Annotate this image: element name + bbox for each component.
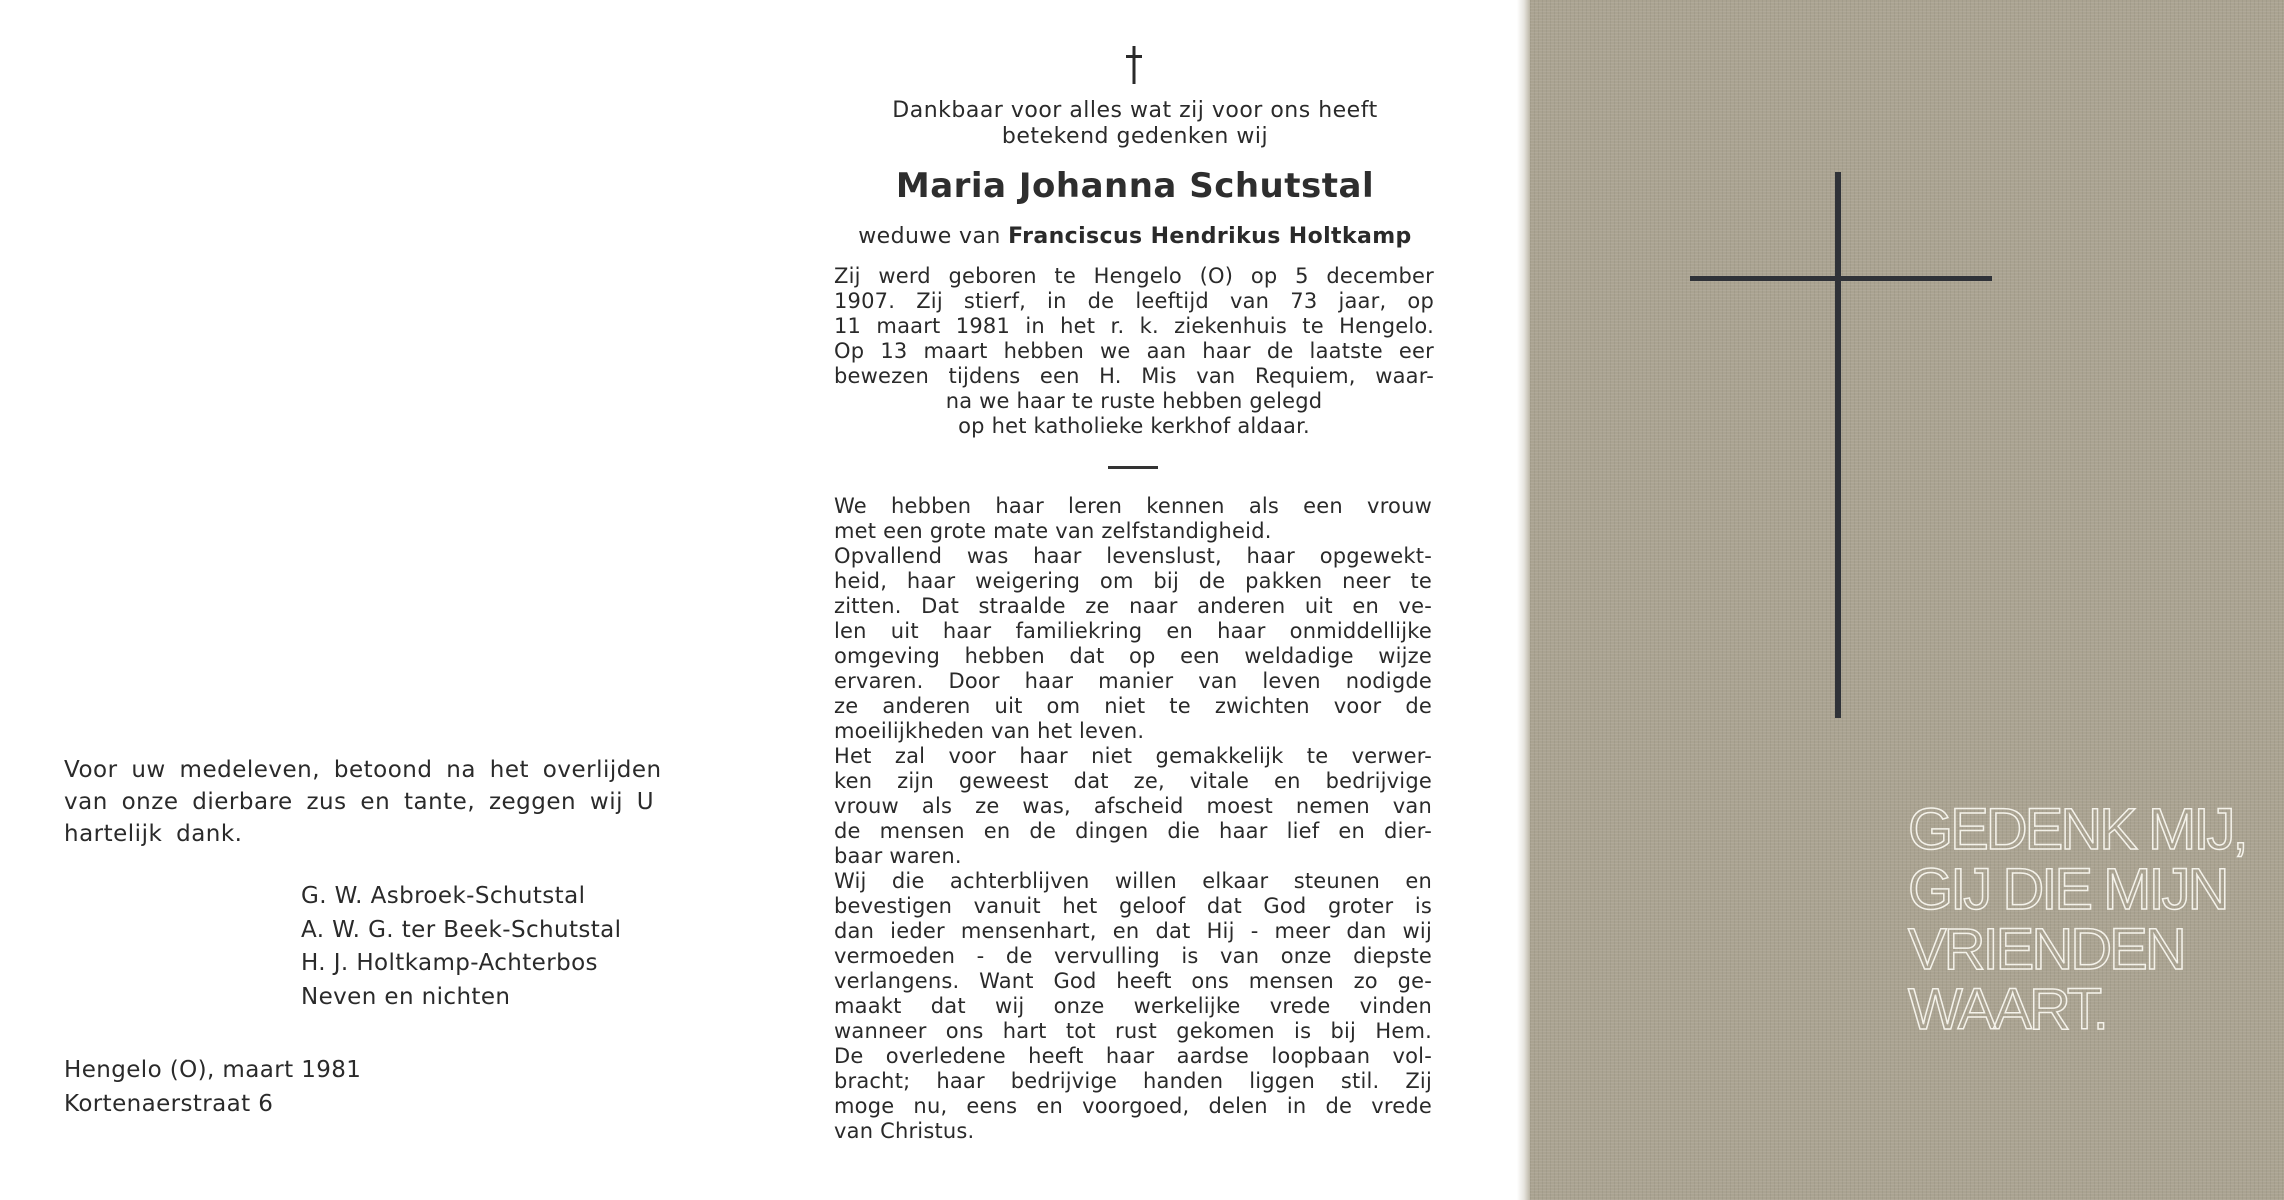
motto-line: WAART. xyxy=(1908,977,2106,1042)
motto-line: VRIENDEN xyxy=(1908,917,2184,982)
eulogy-line: heid, haar weigering om bij de pakken neer te xyxy=(834,569,1432,593)
eulogy-line: vermoeden - de vervulling is van onze diepste xyxy=(834,944,1432,968)
large-cross-icon xyxy=(1686,170,1996,720)
biography-line: bewezen tijdens een H. Mis van Requiem, waar- xyxy=(834,364,1434,388)
street-address: Kortenaerstraat 6 xyxy=(64,1090,274,1117)
biography-line: na we haar te ruste hebben gelegd xyxy=(945,389,1323,413)
intro-text xyxy=(830,98,1440,150)
deceased-name: Maria Johanna Schutstal xyxy=(895,166,1375,206)
sender-address xyxy=(64,1054,361,1121)
biography-paragraph xyxy=(834,264,1434,439)
eulogy-line: We hebben haar leren kennen als een vrouw xyxy=(834,494,1432,518)
thank-you-line: van onze dierbare zus en tante, zeggen wij U xyxy=(64,789,655,815)
eulogy-line: van Christus. xyxy=(834,1119,975,1143)
intro-line: Dankbaar voor alles wat zij voor ons heeft xyxy=(892,98,1378,123)
eulogy-line: ze anderen uit om niet te zwichten voor de xyxy=(834,694,1432,718)
widow-of-line xyxy=(830,224,1440,249)
cover-motto xyxy=(1908,797,2268,1042)
eulogy-line: moeilijkheden van het leven. xyxy=(834,719,1145,743)
biography-line: 11 maart 1981 in het r. k. ziekenhuis te Hengelo. xyxy=(834,314,1434,338)
biography-line: Op 13 maart hebben we aan haar de laatste eer xyxy=(834,339,1434,363)
eulogy-line: len uit haar familiekring en haar onmiddellijke xyxy=(834,619,1432,643)
eulogy-line: moge nu, eens en voorgoed, delen in de vrede xyxy=(834,1094,1432,1118)
motto-line: GIJ DIE MIJN xyxy=(1908,857,2227,922)
widow-prefix: weduwe van xyxy=(858,224,1001,249)
cross-icon xyxy=(1124,44,1144,86)
card-fold-edge xyxy=(1517,0,1531,1200)
eulogy-line: ken zijn geweest dat ze, vitale en bedrijvige xyxy=(834,769,1432,793)
eulogy-line: De overledene heeft haar aardse loopbaan vol- xyxy=(834,1044,1432,1068)
eulogy-line: met een grote mate van zelfstandigheid. xyxy=(834,519,1272,543)
signatory: A. W. G. ter Beek-Schutstal xyxy=(301,916,622,943)
eulogy-line: de mensen en de dingen die haar lief en dier- xyxy=(834,819,1432,843)
eulogy-line: bevestigen vanuit het geloof dat God groter is xyxy=(834,894,1432,918)
eulogy-line: zitten. Dat straalde ze naar anderen uit en ve- xyxy=(834,594,1432,618)
eulogy-line: ervaren. Door haar manier van leven nodigde xyxy=(834,669,1432,693)
thank-you-panel xyxy=(0,0,760,1200)
eulogy-line: maakt dat wij onze werkelijke vrede vinden xyxy=(834,994,1432,1018)
eulogy-line: Het zal voor haar niet gemakkelijk te verwer- xyxy=(834,744,1432,768)
biography-line: op het katholieke kerkhof aldaar. xyxy=(958,414,1310,438)
spouse-name: Franciscus Hendrikus Holtkamp xyxy=(1008,224,1412,249)
eulogy-line: verlangens. Want God heeft ons mensen zo ge- xyxy=(834,969,1432,993)
motto-line: GEDENK MIJ, xyxy=(1908,797,2246,862)
signatory: H. J. Holtkamp-Achterbos xyxy=(301,950,598,976)
eulogy-line: bracht; haar bedrijvige handen liggen stil. Zij xyxy=(834,1069,1432,1093)
eulogy-line: Wij die achterblijven willen elkaar steunen en xyxy=(834,869,1432,893)
eulogy-line: wanneer ons hart tot rust gekomen is bij Hem. xyxy=(834,1019,1432,1043)
biography-line: 1907. Zij stierf, in de leeftijd van 73 jaar, op xyxy=(834,289,1434,313)
biography-line: Zij werd geboren te Hengelo (O) op 5 december xyxy=(834,264,1434,288)
intro-line: betekend gedenken wij xyxy=(1001,124,1269,149)
eulogy-line: omgeving hebben dat op een weldadige wijze xyxy=(834,644,1432,668)
eulogy-line: Opvallend was haar levenslust, haar opgewekt- xyxy=(834,544,1432,568)
eulogy-paragraph xyxy=(834,494,1432,1144)
place-date: Hengelo (O), maart 1981 xyxy=(64,1057,362,1083)
signatories-list xyxy=(301,880,621,1014)
eulogy-line: vrouw als ze was, afscheid moest nemen van xyxy=(834,794,1432,818)
eulogy-line: baar waren. xyxy=(834,844,962,868)
eulogy-line: dan ieder mensenhart, en dat Hij - meer dan wij xyxy=(834,919,1432,943)
signatory: G. W. Asbroek-Schutstal xyxy=(301,883,586,909)
thank-you-line: Voor uw medeleven, betoond na het overlijden xyxy=(64,757,662,783)
thank-you-message xyxy=(64,754,664,850)
signatory: Neven en nichten xyxy=(301,983,511,1010)
section-divider xyxy=(1108,466,1158,469)
thank-you-line: hartelijk dank. xyxy=(64,821,243,847)
